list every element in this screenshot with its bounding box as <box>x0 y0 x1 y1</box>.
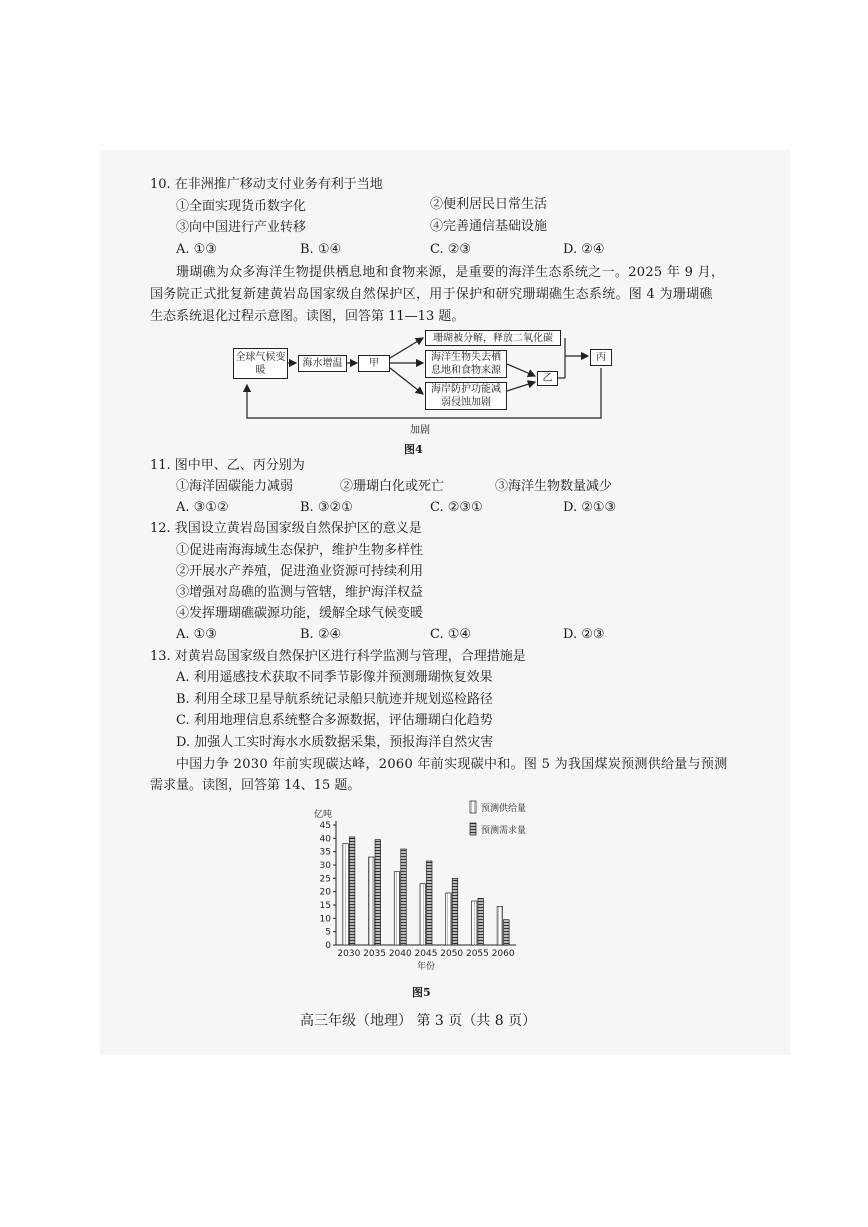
q10-option-a[interactable]: A. ①③ <box>176 242 217 257</box>
bar-demand <box>478 898 484 945</box>
y-tick-label: 5 <box>325 927 331 938</box>
y-tick-label: 40 <box>319 834 331 845</box>
bar-supply <box>497 906 503 945</box>
bar-demand <box>504 920 510 945</box>
intro1-line: 生态系统退化过程示意图。读图，回答第 11—13 题。 <box>150 309 465 324</box>
q13-option-a[interactable]: A. 利用遥感技术获取不同季节影像并预测珊瑚恢复效果 <box>176 670 493 685</box>
q13-option-c[interactable]: C. 利用地理信息系统整合多源数据，评估珊瑚白化趋势 <box>176 713 493 728</box>
q10-item: ①全面实现货币数字化 <box>176 199 307 214</box>
x-tick-label: 2035 <box>363 949 387 959</box>
bar-supply <box>369 857 375 945</box>
y-tick-label: 45 <box>319 821 331 831</box>
q10-option-c[interactable]: C. ②③ <box>430 242 472 257</box>
bar-supply <box>343 844 349 945</box>
bar-supply <box>394 872 400 945</box>
x-tick-label: 2060 <box>491 949 515 959</box>
q13-option-d[interactable]: D. 加强人工实时海水水质数据采集，预报海洋自然灾害 <box>176 735 494 750</box>
fig5-caption: 图5 <box>412 986 431 999</box>
x-tick-label: 2040 <box>388 949 412 959</box>
bar-supply <box>420 884 426 945</box>
bar-demand <box>349 837 355 945</box>
fig5-chart <box>300 795 550 980</box>
y-tick-label: 30 <box>319 861 331 871</box>
intro1-line: 国务院正式批复新建黄岩岛国家级自然保护区，用于保护和研究珊瑚礁生态系统。图 4 为珊瑚礁 <box>150 287 713 302</box>
page-footer: 高三年级（地理） 第 3 页（共 8 页） <box>300 1013 537 1029</box>
intro1-line: 珊瑚礁为众多海洋生物提供栖息地和食物来源，是重要的海洋生态系统之一。2025 年 9 月， <box>176 265 725 280</box>
q11-option-c[interactable]: C. ②③① <box>430 500 483 515</box>
q10-stem: 10. 在非洲推广移动支付业务有利于当地 <box>150 177 383 192</box>
legend-label: 预测需求量 <box>481 826 527 836</box>
x-tick-label: 2050 <box>440 949 464 959</box>
q12-item: ①促进南海海域生态保护，维护生物多样性 <box>176 543 424 558</box>
fig4-caption: 图4 <box>404 443 423 456</box>
q11-item: ③海洋生物数量减少 <box>495 479 613 494</box>
bar-demand <box>427 861 433 945</box>
bar-supply <box>446 893 452 945</box>
node-global-warming: 全球气候变暖 <box>233 348 288 379</box>
feedback-label: 加剧 <box>410 425 430 436</box>
q10-item: ②便利居民日常生活 <box>430 197 548 212</box>
node-bing: 丙 <box>590 349 612 366</box>
intro2-line: 中国力争 2030 年前实现碳达峰，2060 年前实现碳中和。图 5 为我国煤炭预测供给量与预测 <box>176 757 728 772</box>
q12-option-d[interactable]: D. ②③ <box>563 627 605 642</box>
y-axis-label: 亿吨 <box>314 810 333 820</box>
y-tick-label: 0 <box>325 941 331 951</box>
q12-option-c[interactable]: C. ①④ <box>430 627 472 642</box>
q10-item: ③向中国进行产业转移 <box>176 220 307 235</box>
q12-stem: 12. 我国设立黄岩岛国家级自然保护区的意义是 <box>150 521 422 536</box>
x-tick-label: 2030 <box>337 949 361 959</box>
y-tick-label: 35 <box>319 847 331 858</box>
x-tick-label: 2045 <box>414 949 438 959</box>
q11-option-a[interactable]: A. ③①② <box>176 500 229 515</box>
legend-label: 预测供给量 <box>481 804 527 814</box>
q12-option-a[interactable]: A. ①③ <box>176 627 217 642</box>
bar-demand <box>375 840 381 945</box>
node-yi: 乙 <box>537 371 558 386</box>
y-tick-label: 10 <box>319 914 331 925</box>
y-tick-label: 15 <box>319 901 331 911</box>
bar-supply <box>471 901 477 945</box>
x-axis-label: 年份 <box>416 962 436 972</box>
q11-item: ①海洋固碳能力减弱 <box>176 479 294 494</box>
q13-option-b[interactable]: B. 利用全球卫星导航系统记录船只航迹并规划巡检路径 <box>176 692 493 707</box>
q10-item: ④完善通信基础设施 <box>430 219 548 234</box>
x-tick-label: 2055 <box>465 949 489 959</box>
node-habitat-loss: 海洋生物失去栖息地和食物来源 <box>425 350 507 378</box>
q12-item: ③增强对岛礁的监测与管辖，维护海洋权益 <box>176 585 424 600</box>
node-jia: 甲 <box>358 355 390 372</box>
q11-option-b[interactable]: B. ③②① <box>300 500 353 515</box>
node-coast-erosion: 海岸防护功能减弱侵蚀加剧 <box>425 382 507 410</box>
q11-option-d[interactable]: D. ②①③ <box>563 500 617 515</box>
legend-swatch <box>470 801 476 813</box>
q10-option-d[interactable]: D. ②④ <box>563 242 605 257</box>
q11-item: ②珊瑚白化或死亡 <box>340 479 445 494</box>
bar-demand <box>452 878 458 945</box>
q12-item: ②开展水产养殖，促进渔业资源可持续利用 <box>176 564 424 579</box>
intro2-line: 需求量。读图，回答第 14、15 题。 <box>150 778 361 793</box>
q11-stem: 11. 图中甲、乙、丙分别为 <box>150 458 305 473</box>
legend-swatch <box>470 823 476 835</box>
q10-option-b[interactable]: B. ①④ <box>300 242 342 257</box>
bar-demand <box>401 849 407 945</box>
y-tick-label: 25 <box>319 874 331 885</box>
q12-option-b[interactable]: B. ②④ <box>300 627 342 642</box>
node-coral-decompose: 珊瑚被分解，释放二氧化碳 <box>425 330 561 346</box>
y-tick-label: 20 <box>319 887 331 898</box>
q13-stem: 13. 对黄岩岛国家级自然保护区进行科学监测与管理，合理措施是 <box>150 649 526 664</box>
q12-item: ④发挥珊瑚礁碳源功能，缓解全球气候变暖 <box>176 606 424 621</box>
node-sea-warming: 海水增温 <box>298 355 347 372</box>
